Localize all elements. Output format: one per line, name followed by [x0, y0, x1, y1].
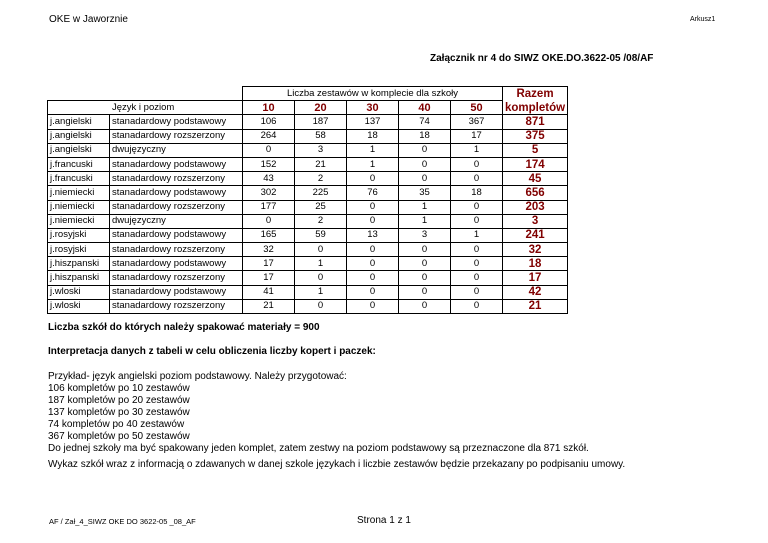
language-cell: j.hiszpanski — [48, 257, 110, 271]
example-line: Przykład- język angielski poziom podstawowy. Należy przygotować: — [48, 371, 347, 382]
value-cell: 2 — [295, 214, 347, 228]
level-cell: stanadardowy podstawowy — [110, 285, 243, 299]
value-cell: 3 — [399, 228, 451, 242]
language-cell: j.niemiecki — [48, 214, 110, 228]
table-row — [48, 285, 568, 299]
level-cell: stanadardowy podstawowy — [110, 186, 243, 200]
value-cell: 137 — [347, 115, 399, 129]
example-line: 367 kompletów po 50 zestawów — [48, 431, 190, 442]
value-cell: 1 — [347, 143, 399, 157]
group-header: Liczba zestawów w komplecie dla szkoły — [243, 87, 503, 101]
language-cell: j.rosyjski — [48, 243, 110, 257]
value-cell: 367 — [451, 115, 503, 129]
value-cell: 0 — [347, 285, 399, 299]
schools-list-note: Wykaz szkół wraz z informacją o zdawanych w danej szkole językach i liczbie zestawów będzie przekazany po podpisaniu umowy. — [48, 459, 626, 470]
language-cell: j.niemiecki — [48, 200, 110, 214]
value-cell: 0 — [451, 214, 503, 228]
example-line: 187 kompletów po 20 zestawów — [48, 395, 190, 406]
value-cell: 1 — [347, 157, 399, 171]
table-row — [48, 200, 568, 214]
column-header-10: 10 — [243, 101, 295, 115]
value-cell: 0 — [399, 271, 451, 285]
table-row — [48, 143, 568, 157]
level-cell: dwujęzyczny — [110, 143, 243, 157]
value-cell: 0 — [451, 243, 503, 257]
total-cell: 18 — [503, 257, 568, 271]
sum-header-line1: Razem — [503, 87, 568, 101]
language-cell: j.francuski — [48, 157, 110, 171]
language-cell: j.angielski — [48, 143, 110, 157]
value-cell: 0 — [347, 200, 399, 214]
value-cell: 0 — [451, 172, 503, 186]
value-cell: 21 — [295, 157, 347, 171]
value-cell: 302 — [243, 186, 295, 200]
level-cell: stanadardowy rozszerzony — [110, 172, 243, 186]
value-cell: 0 — [399, 257, 451, 271]
level-cell: stanadardowy podstawowy — [110, 257, 243, 271]
value-cell: 0 — [243, 214, 295, 228]
table-row — [48, 271, 568, 285]
level-cell: stanadardowy rozszerzony — [110, 299, 243, 313]
value-cell: 35 — [399, 186, 451, 200]
table-row — [48, 129, 568, 143]
value-cell: 13 — [347, 228, 399, 242]
level-cell: stanadardowy rozszerzony — [110, 243, 243, 257]
language-cell: j.francuski — [48, 172, 110, 186]
example-line: 106 kompletów po 10 zestawów — [48, 383, 190, 394]
value-cell: 0 — [243, 143, 295, 157]
value-cell: 17 — [451, 129, 503, 143]
value-cell: 0 — [347, 243, 399, 257]
example-line: 74 kompletów po 40 zestawów — [48, 419, 185, 430]
example-line: 137 kompletów po 30 zestawów — [48, 407, 190, 418]
total-cell: 203 — [503, 200, 568, 214]
value-cell: 3 — [295, 143, 347, 157]
language-cell: j.rosyjski — [48, 228, 110, 242]
value-cell: 1 — [399, 200, 451, 214]
value-cell: 0 — [451, 200, 503, 214]
value-cell: 0 — [451, 271, 503, 285]
level-cell: stanadardowy podstawowy — [110, 157, 243, 171]
table-row — [48, 157, 568, 171]
value-cell: 74 — [399, 115, 451, 129]
table-row — [48, 257, 568, 271]
value-cell: 25 — [295, 200, 347, 214]
value-cell: 0 — [347, 214, 399, 228]
value-cell: 152 — [243, 157, 295, 171]
language-cell: j.hiszpanski — [48, 271, 110, 285]
value-cell: 0 — [399, 157, 451, 171]
value-cell: 43 — [243, 172, 295, 186]
level-cell: stanadardowy podstawowy — [110, 115, 243, 129]
value-cell: 0 — [451, 157, 503, 171]
total-cell: 17 — [503, 271, 568, 285]
value-cell: 0 — [399, 299, 451, 313]
value-cell: 32 — [243, 243, 295, 257]
level-cell: stanadardowy podstawowy — [110, 228, 243, 242]
language-cell: j.niemiecki — [48, 186, 110, 200]
value-cell: 76 — [347, 186, 399, 200]
value-cell: 41 — [243, 285, 295, 299]
value-cell: 264 — [243, 129, 295, 143]
schools-count: Liczba szkół do których należy spakować materiały = 900 — [48, 322, 320, 333]
table-group-header-row — [48, 87, 568, 101]
value-cell: 106 — [243, 115, 295, 129]
total-cell: 5 — [503, 143, 568, 157]
value-cell: 0 — [347, 271, 399, 285]
value-cell: 0 — [399, 285, 451, 299]
value-cell: 17 — [243, 257, 295, 271]
value-cell: 0 — [451, 299, 503, 313]
value-cell: 0 — [347, 257, 399, 271]
value-cell: 165 — [243, 228, 295, 242]
total-cell: 45 — [503, 172, 568, 186]
value-cell: 0 — [399, 172, 451, 186]
language-cell: j.angielski — [48, 129, 110, 143]
level-cell: stanadardowy rozszerzony — [110, 200, 243, 214]
total-cell: 32 — [503, 243, 568, 257]
total-cell: 174 — [503, 157, 568, 171]
value-cell: 225 — [295, 186, 347, 200]
value-cell: 1 — [451, 143, 503, 157]
level-cell: stanadardowy rozszerzony — [110, 129, 243, 143]
value-cell: 1 — [451, 228, 503, 242]
sets-table — [47, 86, 568, 314]
value-cell: 1 — [295, 285, 347, 299]
value-cell: 0 — [399, 243, 451, 257]
value-cell: 18 — [451, 186, 503, 200]
value-cell: 0 — [451, 285, 503, 299]
value-cell: 0 — [347, 172, 399, 186]
table-row — [48, 243, 568, 257]
language-cell: j.wloski — [48, 299, 110, 313]
value-cell: 0 — [295, 243, 347, 257]
interpretation-heading: Interpretacja danych z tabeli w celu obliczenia liczby kopert i paczek: — [48, 346, 376, 357]
language-cell: j.angielski — [48, 115, 110, 129]
total-cell: 656 — [503, 186, 568, 200]
value-cell: 187 — [295, 115, 347, 129]
value-cell: 59 — [295, 228, 347, 242]
table-column-header-row — [48, 101, 568, 115]
value-cell: 18 — [399, 129, 451, 143]
language-header: Język i poziom — [48, 101, 243, 115]
column-header-50: 50 — [451, 101, 503, 115]
value-cell: 21 — [243, 299, 295, 313]
table-row — [48, 115, 568, 129]
total-cell: 3 — [503, 214, 568, 228]
value-cell: 1 — [295, 257, 347, 271]
language-cell: j.wloski — [48, 285, 110, 299]
table-row — [48, 172, 568, 186]
footer-document-id: AF / Zał_4_SIWZ OKE DO 3622-05 _08_AF — [49, 517, 196, 526]
value-cell: 1 — [399, 214, 451, 228]
value-cell: 0 — [399, 143, 451, 157]
sum-header-line2: kompletów — [503, 101, 568, 115]
column-header-30: 30 — [347, 101, 399, 115]
column-header-20: 20 — [295, 101, 347, 115]
total-cell: 21 — [503, 299, 568, 313]
table-row — [48, 228, 568, 242]
value-cell: 177 — [243, 200, 295, 214]
total-cell: 375 — [503, 129, 568, 143]
value-cell: 0 — [295, 299, 347, 313]
table-row — [48, 186, 568, 200]
header-sheet-name: Arkusz1 — [690, 16, 716, 23]
value-cell: 58 — [295, 129, 347, 143]
value-cell: 0 — [347, 299, 399, 313]
total-cell: 871 — [503, 115, 568, 129]
column-header-40: 40 — [399, 101, 451, 115]
value-cell: 17 — [243, 271, 295, 285]
value-cell: 18 — [347, 129, 399, 143]
footer-page-number: Strona 1 z 1 — [357, 515, 411, 526]
table-row — [48, 299, 568, 313]
total-cell: 42 — [503, 285, 568, 299]
value-cell: 0 — [295, 271, 347, 285]
table-row — [48, 214, 568, 228]
level-cell: stanadardowy rozszerzony — [110, 271, 243, 285]
header-organization: OKE w Jaworznie — [49, 14, 128, 25]
example-line: Do jednej szkoły ma być spakowany jeden komplet, zatem zestwy na poziom podstawowy są przeznaczone dla 871 szkół. — [48, 443, 589, 454]
value-cell: 2 — [295, 172, 347, 186]
annex-title: Załącznik nr 4 do SIWZ OKE.DO.3622-05 /08/AF — [430, 53, 654, 64]
value-cell: 0 — [451, 257, 503, 271]
total-cell: 241 — [503, 228, 568, 242]
level-cell: dwujęzyczny — [110, 214, 243, 228]
